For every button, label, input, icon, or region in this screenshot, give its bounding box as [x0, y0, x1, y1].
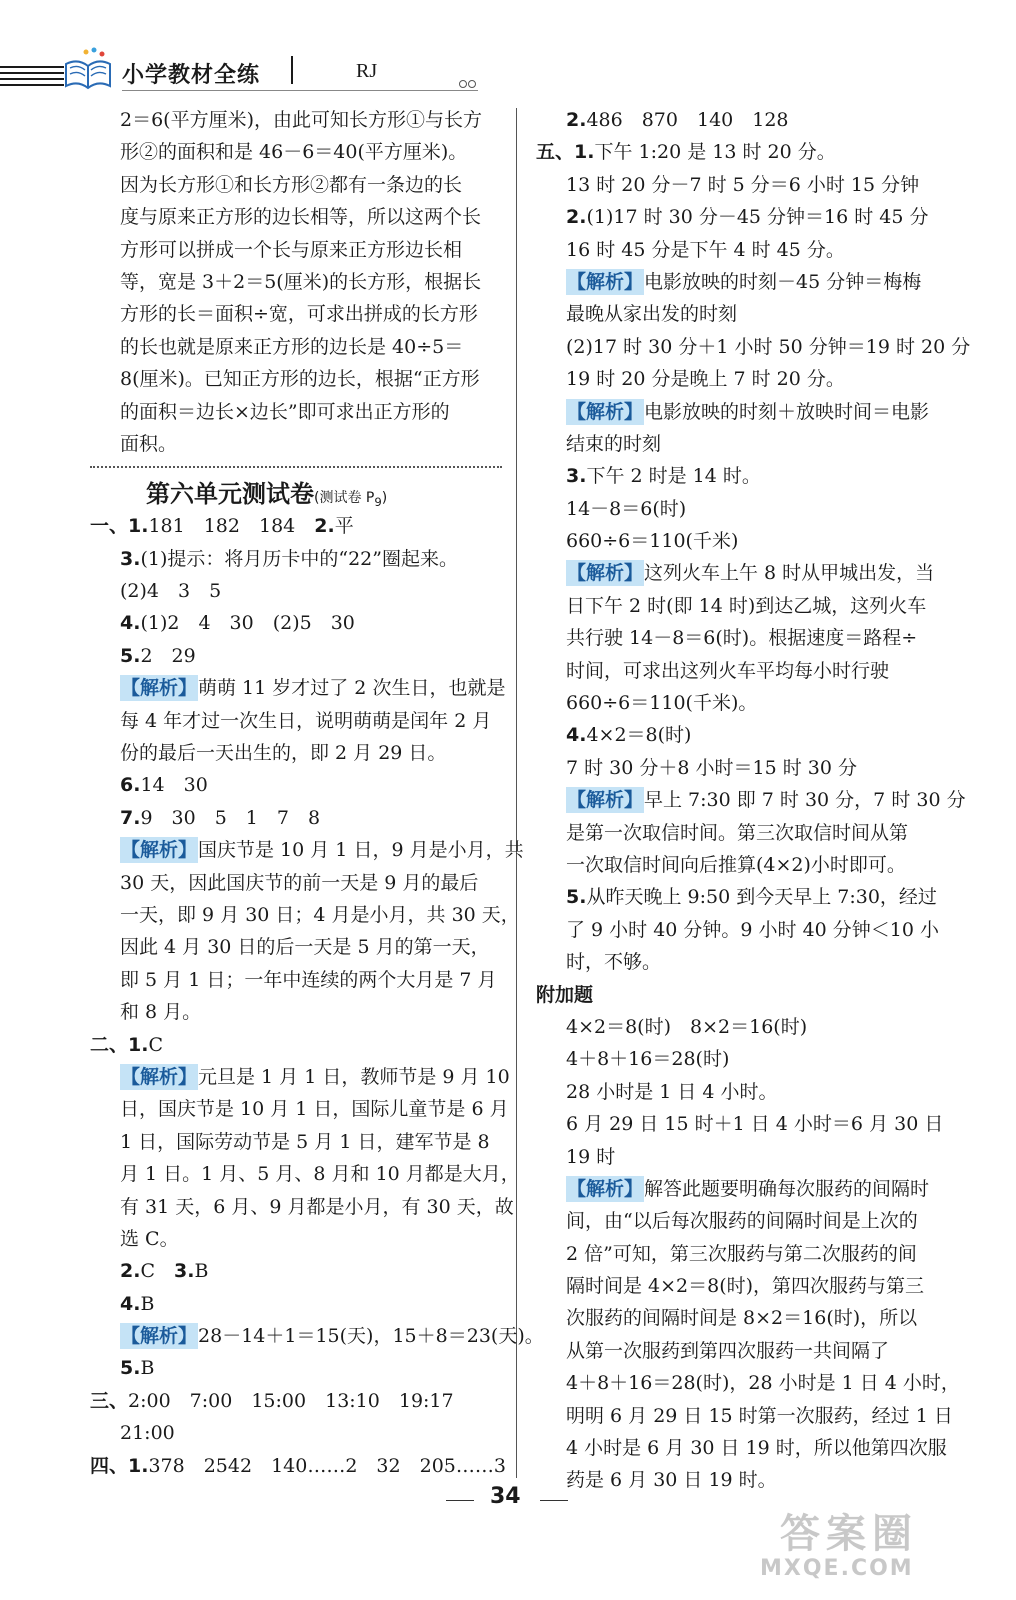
analysis-line: 间，由“以后每次服药的间隔时间是上次的	[566, 1210, 918, 1233]
analysis-line: 【解析】电影放映的时刻＋放映时间＝电影	[567, 400, 930, 423]
analysis-line: 【解析】解答此题要明确每次服药的间隔时	[567, 1177, 930, 1200]
answer-line: 16 时 45 分是下午 4 时 45 分。	[566, 238, 845, 261]
analysis-line: 一天，即 9 月 30 日；4 月是小月，共 30 天，	[120, 903, 520, 926]
answer-line: 4.(1)2 4 30 (2)5 30	[120, 612, 355, 635]
analysis-tag: 【解析】	[567, 270, 644, 293]
analysis-line: 4 小时是 6 月 30 日 19 时，所以他第四次服	[566, 1437, 947, 1460]
analysis-line: 【解析】国庆节是 10 月 1 日，9 月是小月，共	[121, 839, 524, 862]
text-line: 2＝6(平方厘米)，由此可知长方形①与长方	[120, 109, 483, 131]
answer-line: 了 9 小时 40 分钟。9 小时 40 分钟＜10 小	[566, 918, 940, 941]
watermark	[760, 1500, 1000, 1590]
page-number-dash-left	[446, 1500, 474, 1501]
answer-line: 4＋8＋16＝28(时)	[566, 1048, 730, 1071]
analysis-tag: 【解析】	[121, 1325, 198, 1348]
continued-analysis	[90, 104, 502, 460]
answer-line: 660÷6＝110(千米)	[566, 530, 739, 553]
answer-line: 3.下午 2 时是 14 时。	[566, 465, 761, 488]
analysis-tag: 【解析】	[567, 1177, 644, 1200]
left-column	[90, 104, 544, 1482]
brand-title: 小学教材全练	[122, 63, 261, 88]
analysis-line: 1 日，国际劳动节是 5 月 1 日，建军节是 8	[120, 1130, 490, 1153]
answer-line: 5.从昨天晚上 9:50 到今天早上 7:30，经过	[566, 886, 937, 909]
analysis-line: 一次取信时间向后推算(4×2)小时即可。	[566, 853, 906, 876]
analysis-line: 份的最后一天出生的，即 2 月 29 日。	[120, 742, 447, 765]
analysis-line: 最晚从家出发的时刻	[566, 303, 738, 326]
answer-line: 14－8＝6(时)	[566, 497, 687, 520]
analysis-line: 结束的时刻	[566, 432, 662, 455]
answer-line: 二、1.C	[90, 1033, 163, 1056]
answer-line: 2.C 3.B	[120, 1260, 209, 1283]
analysis-line: 药是 6 月 30 日 19 时。	[566, 1469, 777, 1492]
analysis-tag: 【解析】	[567, 562, 644, 585]
analysis-line: 日下午 2 时(即 14 时)到达乙城，这列火车	[566, 594, 927, 617]
analysis-line: 和 8 月。	[120, 1001, 202, 1024]
analysis-line: 【解析】元旦是 1 月 1 日，教师节是 9 月 10	[121, 1065, 510, 1088]
answer-line: 4.B	[120, 1292, 155, 1315]
answer-line: 四、1.378 2542 140……2 32 205……3	[90, 1454, 506, 1477]
answer-line: 13 时 20 分－7 时 5 分＝6 小时 15 分钟	[566, 173, 920, 196]
page-header	[0, 44, 500, 104]
analysis-tag: 【解析】	[567, 400, 644, 423]
text-line: 的面积＝边长×边长”即可求出正方形的	[120, 400, 450, 423]
answer-line: 7.9 30 5 1 7 8	[120, 806, 321, 829]
answer-line: 6.14 30	[120, 774, 208, 797]
analysis-line: 时间，可求出这列火车平均每小时行驶	[566, 659, 890, 682]
answer-line: 28 小时是 1 日 4 小时。	[566, 1080, 778, 1103]
section-source: (测试卷 $P_9$)	[314, 490, 388, 510]
analysis-line: 从第一次服药到第四次服药一共间隔了	[566, 1339, 890, 1362]
analysis-line: 【解析】这列火车上午 8 时从甲城出发，当	[567, 562, 935, 585]
open-book-logo-icon	[62, 46, 114, 92]
page-number	[432, 1480, 582, 1520]
analysis-line: 因此 4 月 30 日的后一天是 5 月的第一天，	[120, 936, 490, 959]
analysis-tag: 【解析】	[121, 677, 198, 700]
column-divider	[516, 108, 517, 1478]
edition-label: RJ	[356, 60, 378, 82]
answer-line: 五、1.下午 1:20 是 13 时 20 分。	[536, 141, 836, 164]
analysis-line: 【解析】28－14＋1＝15(天)，15＋8＝23(天)。	[121, 1325, 544, 1348]
analysis-line: 选 C。	[120, 1227, 179, 1250]
analysis-tag: 【解析】	[567, 789, 644, 812]
answer-line: 4.4×2＝8(时)	[566, 724, 692, 747]
watermark-logo-text: 答案圈	[780, 1511, 918, 1557]
analysis-line: 日，国庆节是 10 月 1 日，国际儿童节是 6 月	[120, 1098, 509, 1121]
analysis-line: 隔时间是 4×2＝8(时)，第四次服药与第三	[566, 1275, 925, 1298]
page-number-dash-right	[540, 1500, 568, 1501]
analysis-line: 有 31 天，6 月、9 月都是小月，有 30 天，故	[120, 1195, 514, 1218]
analysis-tag: 【解析】	[121, 839, 198, 862]
page-number-value: 34	[490, 1484, 521, 1509]
answer-line: (2)4 3 5	[120, 580, 222, 603]
analysis-line: 660÷6＝110(千米)。	[566, 692, 758, 715]
dotted-rule	[90, 466, 502, 468]
answer-line: 6 月 29 日 15 时＋1 日 4 小时＝6 月 30 日	[566, 1113, 944, 1136]
curl-ornament-icon	[458, 78, 478, 90]
answer-line: 19 时 20 分是晚上 7 时 20 分。	[566, 368, 845, 391]
answer-line: 3.(1)提示：将月历卡中的“22”圈起来。	[120, 547, 458, 570]
answer-line: 4×2＝8(时) 8×2＝16(时)	[566, 1015, 808, 1038]
analysis-line: 每 4 年才过一次生日，说明萌萌是闰年 2 月	[120, 709, 492, 732]
analysis-line: 【解析】早上 7:30 即 7 时 30 分，7 时 30 分	[567, 789, 966, 812]
analysis-line: 即 5 月 1 日；一年中连续的两个大月是 7 月	[120, 968, 497, 991]
analysis-line: 是第一次取信时间。第三次取信时间从第	[566, 821, 909, 844]
analysis-line: 30 天，因此国庆节的前一天是 9 月的最后	[120, 871, 479, 894]
analysis-tag: 【解析】	[121, 1065, 198, 1088]
section-heading	[90, 464, 502, 508]
answer-line: 一、1.181 182 184 2.平	[90, 515, 354, 538]
analysis-line: 【解析】电影放映的时刻－45 分钟＝梅梅	[567, 270, 922, 293]
section-title: 第六单元测试卷(测试卷 $P_9$)	[146, 480, 388, 510]
analysis-line: 共行驶 14－8＝6(时)。根据速度＝路程÷	[566, 627, 918, 650]
text-line: 方形可以拼成一个长与原来正方形边长相	[120, 238, 463, 261]
text-line: 因为长方形①和长方形②都有一条边的长	[120, 173, 463, 196]
analysis-line: 【解析】萌萌 11 岁才过了 2 次生日，也就是	[121, 677, 506, 700]
answer-line: 时，不够。	[566, 951, 662, 974]
answer-line: 7 时 30 分＋8 小时＝15 时 30 分	[566, 756, 857, 779]
analysis-line: 月 1 日。1 月、5 月、8 月和 10 月都是大月，	[120, 1163, 520, 1186]
text-line: 面积。	[120, 432, 178, 455]
header-rule-lines	[0, 66, 64, 90]
watermark-url: MXQE.COM	[760, 1556, 914, 1581]
answer-line: (2)17 时 30 分＋1 小时 50 分钟＝19 时 20 分	[566, 335, 971, 358]
text-line: 的长也就是原来正方形的边长是 40÷5＝	[120, 335, 464, 358]
extra-question-title: 附加题	[536, 983, 594, 1006]
answer-line: 三、2:00 7:00 15:00 13:10 19:17	[90, 1389, 454, 1412]
answer-line: 2.(1)17 时 30 分－45 分钟＝16 时 45 分	[566, 206, 929, 229]
analysis-line: 4＋8＋16＝28(时)，28 小时是 1 日 4 小时，	[566, 1372, 960, 1395]
text-line: 度与原来正方形的边长相等，所以这两个长	[120, 206, 482, 229]
answer-line: 21:00	[120, 1422, 175, 1445]
right-column	[536, 104, 971, 1497]
text-line: 方形的长＝面积÷宽，可求出拼成的长方形	[120, 303, 478, 326]
text-line: 形②的面积和是 46－6＝40(平方厘米)。	[120, 141, 468, 164]
answer-line: 2.486 870 140 128	[566, 109, 789, 131]
analysis-line: 2 倍”可知，第三次服药与第二次服药的间	[566, 1242, 917, 1265]
analysis-line: 明明 6 月 29 日 15 时第一次服药，经过 1 日	[566, 1404, 953, 1427]
header-underline	[122, 90, 478, 91]
answer-line: 5.2 29	[120, 644, 196, 667]
text-line: 8(厘米)。已知正方形的边长，根据“正方形	[120, 368, 480, 391]
analysis-line: 次服药的间隔时间是 8×2＝16(时)，所以	[566, 1307, 918, 1330]
answer-line: 5.B	[120, 1357, 155, 1380]
answer-line: 19 时	[566, 1145, 616, 1168]
text-line: 等，宽是 3＋2＝5(厘米)的长方形，根据长	[120, 270, 482, 293]
brand-separator	[291, 56, 293, 84]
